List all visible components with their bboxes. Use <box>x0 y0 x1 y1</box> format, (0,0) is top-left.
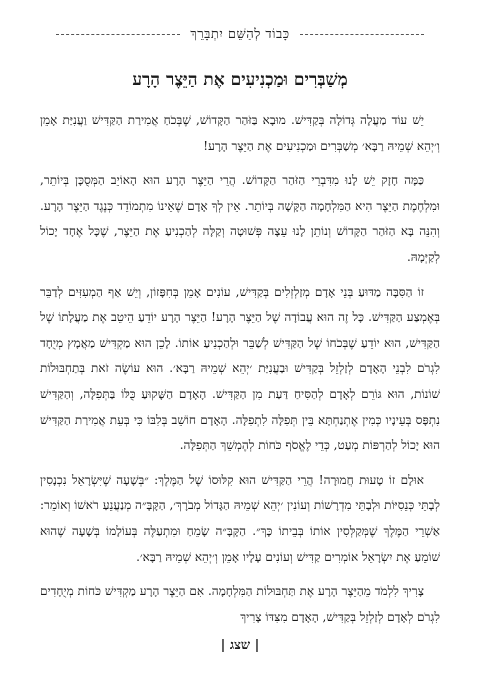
paragraph: כַּמָּה חָזָק יֵשׁ לָנוּ מִדִּבְרֵי הַזֹּהַר הַקָּדוֹשׁ. הֲרֵי הַיֵּצֶר הָרָע הוּא הָאוֹיֵב הַמְּסֻכָּן בְּיוֹתֵר, וּמִלְחֶמֶת הַיֵּצֶר הִיא הַמִּלְחָמָה הַקָּשָׁה בְּיוֹתֵר. אֵין לְךָ אָדָם שֶׁאֵינוֹ מִתְמוֹדֵד כְּנֶגֶד הַיֵּצֶר הָרָע. וְהִנֵּה בָּא הַזֹּהַר הַקָּדוֹשׁ וְנוֹתֵן לָנוּ עֵצָה פְּשׁוּטָה וְקַלָּה לְהַכְנִיעַ אֶת הַיֵּצֶר, שֶׁכָּל אֶחָד יָכוֹל לְקַיְּמָהּ. <box>40 173 440 264</box>
paragraph: צָרִיךְ לִלְמֹד מֵהַיֵּצֶר הָרָע אֶת תַּחְבּוּלוֹת הַמִּלְחָמָה. אִם הַיֵּצֶר הָרָע מַקְדִּישׁ כֹּחוֹת מְיֻחָדִים לִגְרֹם לְאָדָם לְזַלְזֵל בְּקַדִּישׁ, הָאָדָם מִצִּדּוֹ צָרִיךְ <box>40 584 440 624</box>
section-title: מְשַׁבְּרִים וּמַכְנִיעִים אֶת הַיֵּצֶר הָרָע <box>132 70 348 90</box>
header-rule-right <box>300 34 424 35</box>
body-text <box>40 108 440 639</box>
page-number: | שצג | <box>220 638 260 653</box>
paragraph: אוּלָם זוֹ טָעוּת חֲמוּרָה! הֲרֵי הַקַּדִּישׁ הוּא קִלּוּסוֹ שֶׁל הַמֶּלֶךְ: ״בְּשָׁעָה שֶׁיִּשְׂרָאֵל נִכְנָסִין לְבָתֵּי כְּנֵסִיּוֹת וּלְבָתֵּי מִדְרָשׁוֹת וְעוֹנִין ׳יְהֵא שְׁמֵיהּ הַגָּדוֹל מְבֹרָךְ׳, הַקָּבָּ״ה מְנַעֲנֵעַ רֹאשׁוֹ וְאוֹמֵר: אַשְׁרֵי הַמֶּלֶךְ שֶׁמְּקַלְּסִין אוֹתוֹ בְּבֵיתוֹ כָּךְ״. הַקָּבָּ״ה שָׂמֵחַ וּמִתְעַלֶּה בְּעוֹלָמוֹ בְּשָׁעָה שֶׁהוּא שׁוֹמֵעַ אֶת יִשְׂרָאֵל אוֹמְרִים קַדִּישׁ וְעוֹנִים עָלָיו אָמֵן וְ׳יְהֵא שְׁמֵיהּ רַבָּא׳. <box>40 472 440 564</box>
paragraph: זוֹ הַסִּבָּה מַדּוּעַ בְּנֵי אָדָם מְזַלְזְלִים בְּקַדִּישׁ, עוֹנִים אָמֵן בְּחִפָּזוֹן, וְיֵשׁ אַף הַמְעִזִּים לְדַבֵּר בְּאֶמְצַע הַקַּדִּישׁ. כָּל זֶה הוּא עֲבוֹדָה שֶׁל הַיֵּצֶר הָרָע! הַיֵּצֶר הָרָע יוֹדֵעַ הֵיטֵב אֶת מַעֲלָתוֹ שֶׁל הַקַּדִּישׁ, הוּא יוֹדֵעַ שֶׁבְּכֹחוֹ שֶׁל הַקַּדִּישׁ לְשַׁבֵּר וּלְהַכְנִיעַ אוֹתוֹ. לָכֵן הוּא מַקְדִּישׁ מַאֲמָץ מְיֻחָד לִגְרֹם לִבְנֵי הָאָדָם לְזַלְזֵל בְּקַדִּישׁ וּבַעֲנִיַּת ׳יְהֵא שְׁמֵיהּ רַבָּא׳. הוּא עוֹשֶׂה זֹאת בְּתַחְבּוּלוֹת שׁוֹנוֹת, הוּא גּוֹרֵם לְאָדָם לְהַסִּיחַ דַּעַת מִן הַקַּדִּישׁ. הָאָדָם הַשָּׁקוּעַ כֻּלּוֹ בַּתְּפִלָּה, וְהַקַּדִּישׁ נִתְפָּס בְּעֵינָיו כְּמִין אֶתְנַחְתָּא בֵּין תְּפִלָּה לִתְפִלָּה. הָאָדָם חוֹשֵׁב בְּלִבּוֹ כִּי בְּעֵת אֲמִירַת הַקַּדִּישׁ הוּא יָכוֹל לְהַרְפּוֹת מְעַט, כְּדֵי לֶאֱסֹף כֹּחוֹת לְהֶמְשֵׁךְ הַתְּפִלָּה. <box>40 284 440 453</box>
running-header <box>56 26 424 42</box>
header-rule-left <box>56 34 180 35</box>
paragraph: יֵשׁ עוֹד מַעֲלָה גְּדוֹלָה בְּקַדִּישׁ. מוּבָא בַּזֹּהַר הַקָּדוֹשׁ, שֶׁבְּכֹחַ אֲמִירַת הַקַּדִּישׁ וַעֲנִיַּת אָמֵן וְ׳יְהֵא שְׁמֵיהּ רַבָּא׳ מְשַׁבְּרִים וּמַכְנִיעִים אֶת הַיֵּצֶר הָרָע! <box>40 113 440 153</box>
header-text: כָּבוֹד לְהַשֵּׁם יִתְבָּרֵךְ <box>190 27 290 42</box>
